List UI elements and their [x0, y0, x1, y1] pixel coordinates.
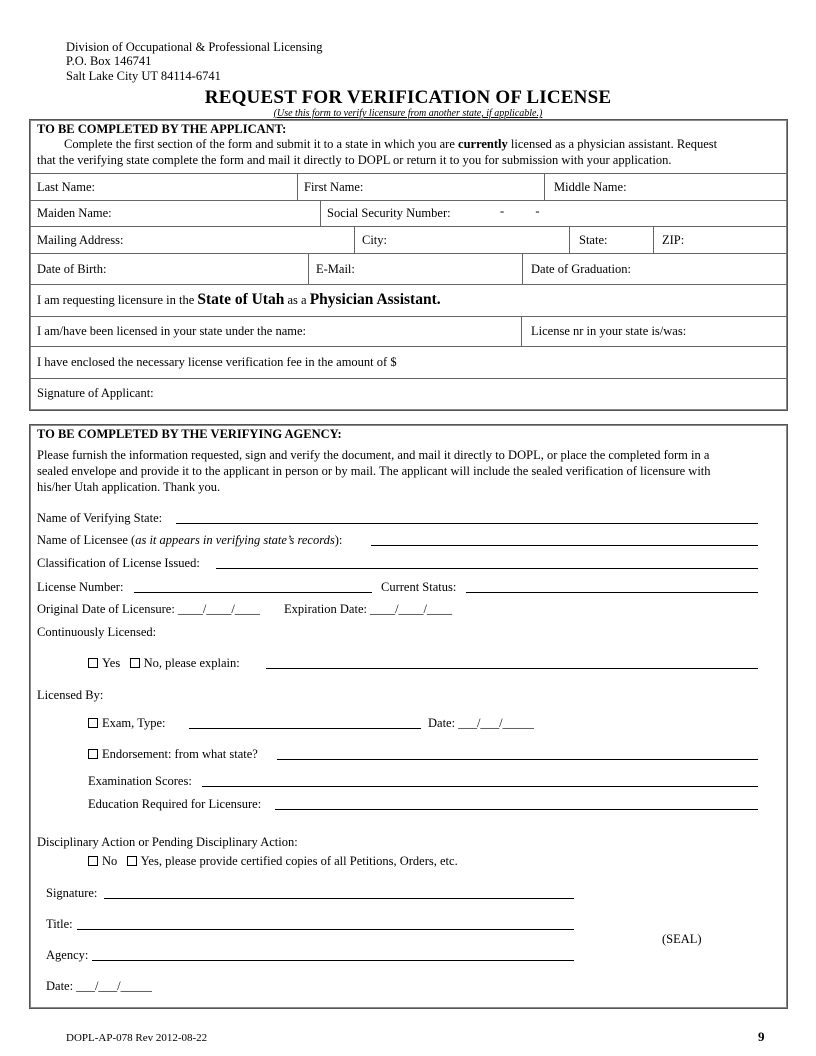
applicant-instructions: [64, 136, 784, 152]
requesting-profession: Physician Assistant.: [309, 291, 441, 308]
seal-label: (SEAL): [662, 932, 702, 946]
city-line: Salt Lake City UT 84114-6741: [66, 69, 221, 83]
explain-line[interactable]: [266, 668, 758, 669]
requesting-state: State of Utah: [197, 291, 285, 308]
ssn-separators: - -: [500, 204, 540, 218]
agency-para-1: Please furnish the information requested, sign and verify the document, and mail it directly to DOPL, or place the completed form in a: [37, 448, 710, 462]
agency-signature-label: Signature:: [46, 886, 98, 900]
agency-name-line[interactable]: [92, 960, 574, 961]
zip-field[interactable]: ZIP:: [662, 233, 685, 247]
endorsement-line[interactable]: [277, 759, 758, 760]
applicant-signature-field[interactable]: Signature of Applicant:: [37, 386, 154, 400]
page-number: 9: [758, 1029, 765, 1044]
exam-date-field[interactable]: Date: ___/___/_____: [428, 716, 534, 730]
licensed-by-label: Licensed By:: [37, 688, 104, 702]
po-box: P.O. Box 146741: [66, 54, 152, 68]
disciplinary-no-label: No: [102, 854, 118, 868]
dob-field[interactable]: Date of Birth:: [37, 262, 107, 276]
licensee-text-2: ):: [334, 533, 343, 547]
agency-title-label: Title:: [46, 917, 73, 931]
state-field[interactable]: State:: [579, 233, 608, 247]
endorsement-option: [88, 747, 258, 762]
instructions-text-2: licensed as a physician assistant. Request: [507, 137, 718, 151]
disciplinary-yes-label: Yes, please provide certified copies of all Petitions, Orders, etc.: [140, 854, 458, 868]
classification-label: Classification of License Issued:: [37, 556, 200, 570]
license-number-field[interactable]: License nr in your state is/was:: [531, 324, 687, 338]
agency-para-2: sealed envelope and provide it to the applicant in person or by mail. The applicant will include the sealed verification of licensure with: [37, 464, 711, 478]
agency-title-line[interactable]: [77, 929, 574, 930]
continuous-options: [88, 656, 240, 671]
requesting-statement: [37, 291, 441, 309]
dob-row: [29, 253, 788, 285]
agency-para-3: his/her Utah application. Thank you.: [37, 480, 221, 494]
ssn-field[interactable]: Social Security Number:: [327, 206, 451, 220]
licensed-name-field[interactable]: I am/have been licensed in your state under the name:: [37, 324, 306, 338]
form-id: DOPL-AP-078 Rev 2012-08-22: [66, 1032, 208, 1044]
requesting-text-1: I am requesting licensure in the: [37, 293, 198, 307]
expiration-date-field[interactable]: Expiration Date: ____/____/____: [284, 602, 453, 616]
exam-scores-line[interactable]: [202, 786, 758, 787]
last-name-field[interactable]: Last Name:: [37, 180, 95, 194]
education-line[interactable]: [275, 809, 758, 810]
license-number-label: License Number:: [37, 580, 124, 594]
disciplinary-yes-checkbox[interactable]: [127, 856, 137, 866]
agency-heading: TO BE COMPLETED BY THE VERIFYING AGENCY:: [37, 427, 342, 441]
city-field[interactable]: City:: [362, 233, 388, 247]
agency-name-label: Agency:: [46, 948, 89, 962]
agency-signature-line[interactable]: [104, 898, 574, 899]
licensee-text-1: Name of Licensee (: [37, 533, 136, 547]
verifying-state-label: Name of Verifying State:: [37, 511, 163, 525]
disciplinary-no-checkbox[interactable]: [88, 856, 98, 866]
page-title: REQUEST FOR VERIFICATION OF LICENSE: [204, 87, 612, 108]
first-name-field[interactable]: First Name:: [304, 180, 364, 194]
instructions-text-1: Complete the first section of the form and submit it to a state in which you are: [64, 137, 459, 151]
classification-line[interactable]: [216, 568, 758, 569]
requesting-text-2: as a: [284, 293, 310, 307]
endorsement-label: Endorsement: from what state?: [102, 747, 258, 761]
original-date-field[interactable]: Original Date of Licensure: ____/____/____: [37, 602, 260, 616]
page-subtitle: (Use this form to verify licensure from another state, if applicable.): [273, 108, 543, 119]
email-field[interactable]: E-Mail:: [316, 262, 355, 276]
licensee-name-line[interactable]: [371, 545, 758, 546]
names-row: [29, 173, 788, 201]
applicant-heading: TO BE COMPLETED BY THE APPLICANT:: [37, 122, 287, 136]
exam-checkbox[interactable]: [88, 718, 98, 728]
fee-field[interactable]: I have enclosed the necessary license verification fee in the amount of $: [37, 355, 397, 369]
agency-date-field[interactable]: Date: ___/___/_____: [46, 979, 152, 993]
graduation-date-field[interactable]: Date of Graduation:: [531, 262, 631, 276]
middle-name-field[interactable]: Middle Name:: [554, 180, 627, 194]
continuously-licensed-label: Continuously Licensed:: [37, 625, 157, 639]
applicant-instructions-2: that the verifying state complete the form and mail it directly to DOPL or return it to you for submission with your application.: [37, 153, 672, 167]
current-status-label: Current Status:: [381, 580, 457, 594]
exam-scores-label: Examination Scores:: [88, 774, 192, 788]
no-checkbox[interactable]: [130, 658, 140, 668]
instructions-bold: currently: [458, 137, 508, 151]
education-label: Education Required for Licensure:: [88, 797, 262, 811]
mailing-address-field[interactable]: Mailing Address:: [37, 233, 124, 247]
current-status-line[interactable]: [466, 592, 758, 593]
licensee-text-italic: as it appears in verifying state’s records: [135, 533, 335, 547]
disciplinary-options: [88, 854, 458, 869]
license-number-line[interactable]: [134, 592, 372, 593]
exam-type-line[interactable]: [189, 728, 421, 729]
yes-checkbox[interactable]: [88, 658, 98, 668]
endorsement-checkbox[interactable]: [88, 749, 98, 759]
exam-type-label: Exam, Type:: [102, 716, 166, 730]
agency-name: Division of Occupational & Professional Licensing: [66, 40, 323, 54]
no-explain-label: No, please explain:: [143, 656, 240, 670]
yes-label: Yes: [102, 656, 121, 670]
exam-option: [88, 716, 165, 731]
disciplinary-label: Disciplinary Action or Pending Disciplinary Action:: [37, 835, 298, 849]
licensee-name-label: [37, 533, 342, 548]
maiden-name-field[interactable]: Maiden Name:: [37, 206, 112, 220]
verifying-state-line[interactable]: [176, 523, 758, 524]
